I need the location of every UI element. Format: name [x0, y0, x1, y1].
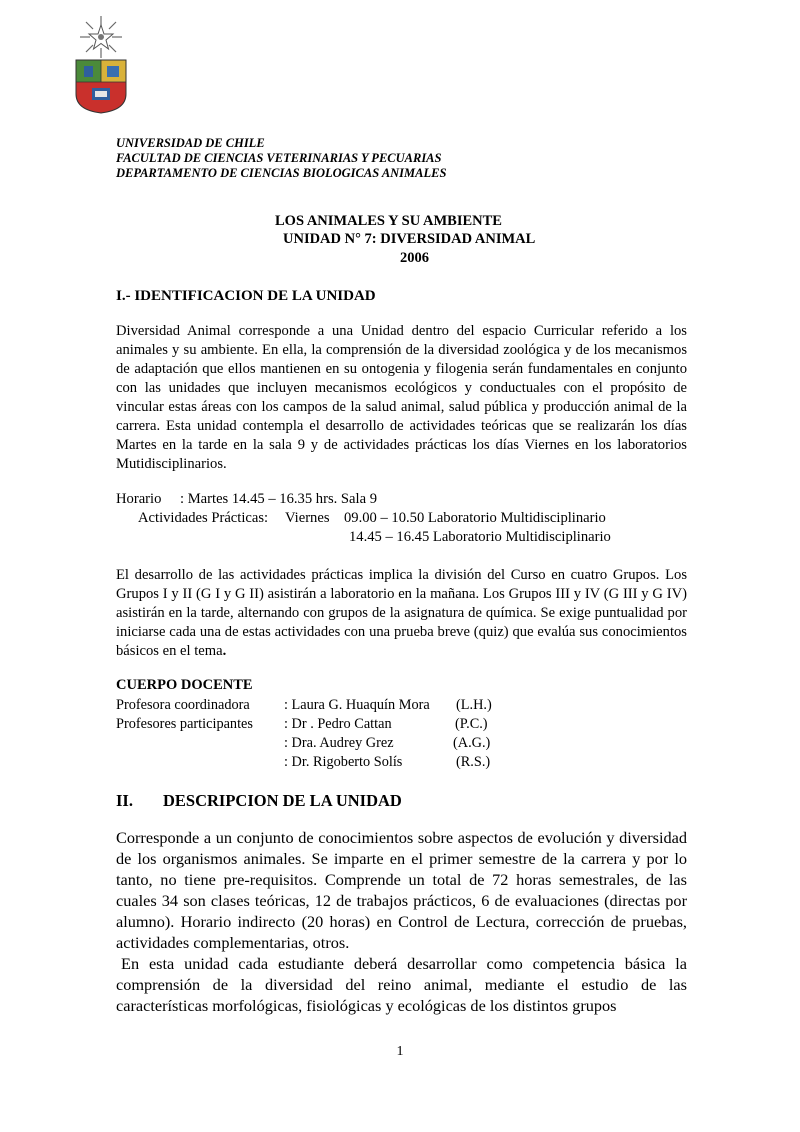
university-crest-logo: [74, 14, 128, 114]
horario-value: : Martes 14.45 – 16.35 hrs. Sala 9: [180, 491, 377, 507]
section-2-paragraph-2: En esta unidad cada estudiante deberá desarrollar como competencia básica la comprensión de la diversidad del reino animal, mediante el estudio de las características morfológicas, fisiológicas y ecológicas de los distintos grupos: [116, 954, 687, 1015]
section-2-title: DESCRIPCION DE LA UNIDAD: [163, 791, 402, 810]
practicas-day: Viernes: [285, 510, 330, 526]
institution-header: [116, 136, 446, 181]
star-icon: [80, 16, 122, 58]
page-number: 1: [396, 1044, 404, 1059]
staff-initials: (L.H.): [456, 697, 492, 713]
faculty-name: FACULTAD DE CIENCIAS VETERINARIAS Y PECUARIAS: [116, 151, 442, 165]
department-name: DEPARTAMENTO DE CIENCIAS BIOLOGICAS ANIMALES: [116, 166, 447, 180]
horario-label: Horario: [116, 491, 162, 507]
staff-heading: CUERPO DOCENTE: [116, 677, 253, 693]
staff-role: Profesores participantes: [116, 716, 253, 732]
staff-name: : Dra. Audrey Grez: [284, 735, 394, 751]
practicas-label: Actividades Prácticas:: [138, 510, 269, 526]
practicas-slot-2: 14.45 – 16.45 Laboratorio Multidisciplinario: [349, 529, 611, 545]
section-1-heading: I.- IDENTIFICACION DE LA UNIDAD: [116, 288, 376, 304]
staff-role: Profesora coordinadora: [116, 697, 250, 713]
groups-paragraph-text: El desarrollo de las actividades prácticas implica la división del Curso en cuatro Grupos. Los Grupos I y II (G I y G II) asistirán a laboratorio en la mañana. Los Grupos III y IV (G III y G IV) asistirán en la tarde, alternando con grupos de la asignatura de química. Se exige puntualidad por iniciarse cada una de estas actividades con una prueba breve (quiz) que evalúa sus conocimientos básicos en el tema: [116, 567, 687, 659]
section-2-paragraph-1: Corresponde a un conjunto de conocimientos sobre aspectos de evolución y diversidad de los organismos animales. Se imparte en el primer semestre de la carrera y por lo tanto, no tiene pre-requisitos. Comprende un total de 72 horas semestrales, de las cuales 34 son clases teóricas, 12 de trabajos prácticos, 6 de evaluaciones (directas por alumno). Horario indirecto (20 horas) en Control de Lectura, corrección de pruebas, actividades complementarias, otros.: [116, 828, 687, 952]
university-name: UNIVERSIDAD DE CHILE: [116, 136, 265, 150]
staff-initials: (R.S.): [456, 754, 491, 770]
staff-initials: (P.C.): [455, 716, 488, 732]
title-year: 2006: [400, 250, 429, 266]
groups-paragraph: [116, 566, 687, 661]
staff-name: : Laura G. Huaquín Mora: [284, 697, 430, 713]
groups-paragraph-end: .: [222, 643, 227, 659]
schedule-block: [0, 491, 800, 551]
title-line-1: LOS ANIMALES Y SU AMBIENTE: [275, 213, 502, 229]
staff-name: : Dr. Rigoberto Solís: [284, 754, 403, 770]
staff-name: : Dr . Pedro Cattan: [284, 716, 392, 732]
staff-initials: (A.G.): [453, 735, 491, 751]
title-line-2: UNIDAD N° 7: DIVERSIDAD ANIMAL: [283, 231, 536, 247]
shield-icon: [76, 60, 126, 113]
practicas-slot-1: 09.00 – 10.50 Laboratorio Multidisciplinario: [344, 510, 606, 526]
section-2-number: II.: [116, 791, 133, 810]
section-1-paragraph: Diversidad Animal corresponde a una Unidad dentro del espacio Curricular referido a los animales y su ambiente. En ella, la comprensión de la diversidad zoológica y de los mecanismos de adaptación que ellos mantienen en su ontogenia y filogenia serán fundamentales en conjunto con las unidades que incluyen mecanismos ecológicos y conductuales con el propósito de vincular estas áreas con los campos de la salud animal, salud pública y producción animal de la carrera. Esta unidad contempla el desarrollo de actividades teóricas que se realizarán los días Martes en la tarde en la sala 9 y de actividades prácticas los días Viernes en los laboratorios Mutidisciplinarios.: [116, 323, 687, 472]
staff-table: [0, 697, 800, 773]
section-2-heading: [116, 791, 402, 811]
